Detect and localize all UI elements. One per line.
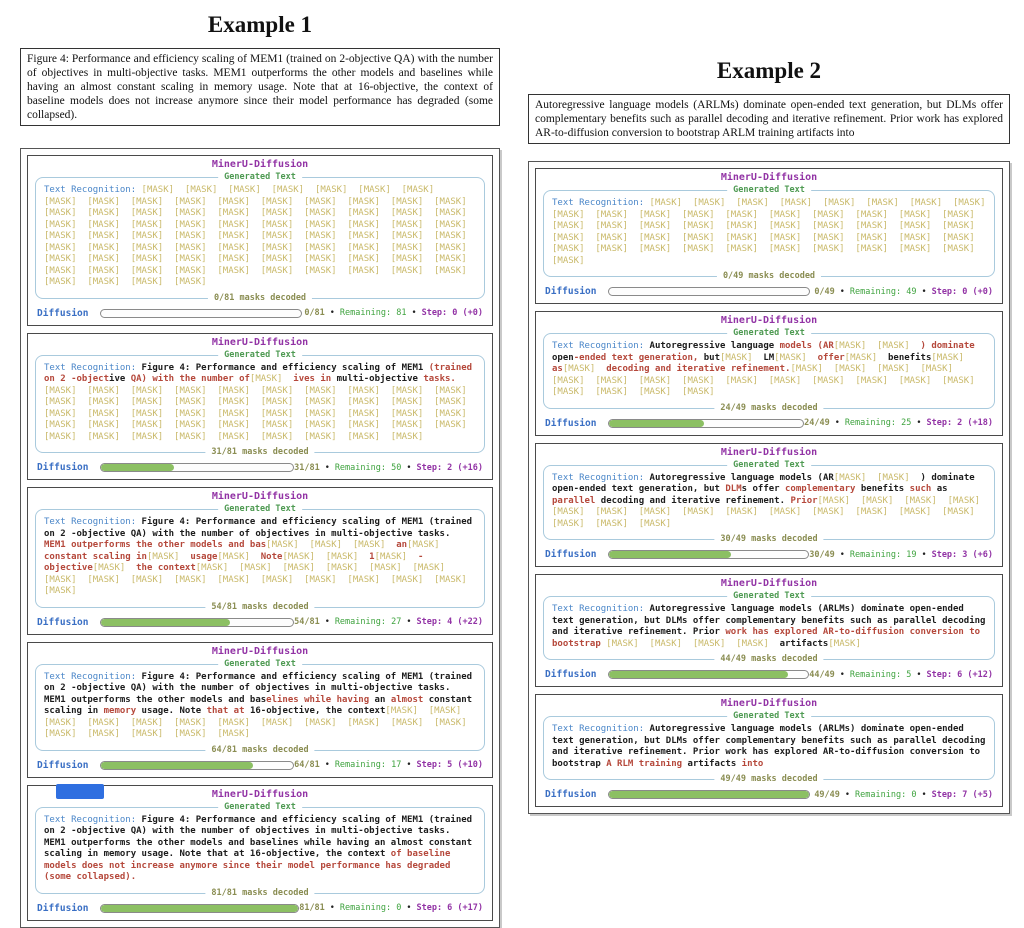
progress-fill: [101, 905, 298, 912]
progress-fill: [101, 464, 174, 471]
diffusion-label: Diffusion: [37, 307, 89, 319]
generated-text-legend: Generated Text: [727, 185, 811, 195]
stat-bullet: •: [406, 903, 412, 914]
stat-step: Step: 2 (+16): [416, 462, 483, 473]
stat-remaining: Remaining: 17: [334, 760, 402, 771]
generated-text-box: [543, 591, 995, 665]
masks-decoded-legend: 0/49 masks decoded: [717, 271, 821, 281]
diffusion-progress-row: [35, 308, 485, 319]
text-segment-black: Figure 4: Performance and efficiency scaling of MEM1: [141, 362, 429, 373]
masks-decoded-legend: 81/81 masks decoded: [205, 888, 314, 898]
stat-step: Step: 6 (+17): [416, 903, 483, 914]
stat-remaining: Remaining: 0: [339, 903, 402, 914]
masks-decoded-legend: 64/81 masks decoded: [205, 745, 314, 755]
masks-decoded-legend: 30/49 masks decoded: [714, 534, 823, 544]
progress-stats: [294, 760, 483, 770]
text-segment-red: into: [741, 758, 764, 769]
mask-tokens: [MASK]: [562, 364, 607, 375]
text-segment-label: Text Recognition:: [552, 472, 650, 483]
stat-step: Step: 2 (+18): [926, 418, 993, 429]
text-segment-black: Autoregressive language: [649, 341, 780, 352]
mask-tokens: [MASK] [MASK] [MASK] [MASK] [MASK] [MASK] [MASK] [MASK] [MASK] [MASK] [MASK] [MASK] [MASK] [MASK] [MASK] [MASK] [MASK]: [552, 495, 991, 529]
text-segment-label: Text Recognition:: [552, 724, 650, 735]
mask-tokens: [MASK]: [217, 551, 261, 562]
progress-fill: [101, 762, 252, 769]
mask-tokens: [MASK] [MASK]: [833, 472, 921, 483]
text-segment-black: artifacts: [779, 638, 829, 649]
progress-bar: [100, 761, 294, 770]
mask-tokens: [MASK]: [828, 638, 872, 649]
diffusion-panel: [535, 311, 1003, 436]
generated-text-body: [552, 198, 997, 267]
text-segment-red: the context: [136, 563, 196, 574]
stat-step: Step: 6 (+12): [926, 669, 993, 680]
stat-step: Step: 4 (+22): [416, 617, 483, 628]
mask-tokens: [MASK]: [774, 352, 818, 363]
text-segment-red: QA) with the number of: [125, 374, 250, 385]
text-segment-black: ive: [109, 374, 126, 385]
diffusion-label: Diffusion: [37, 616, 89, 628]
panel-app-title: MinerU-Diffusion: [211, 645, 309, 657]
text-segment-black: Autoregressive language models (ARLMs) dominate open-ended text generation, but DLMs offer complementary benefits such as parallel decoding and iterative refinement. Prior work has explored AR-to-diffusion conversion to bootstrap: [552, 724, 991, 769]
text-segment-label: Text Recognition:: [44, 671, 142, 682]
text-segment-red: usage: [190, 551, 218, 562]
text-segment-red: ives in: [293, 374, 337, 385]
progress-bar: [608, 287, 810, 296]
text-segment-red: elines while having: [266, 694, 375, 705]
stat-bullet: •: [406, 462, 412, 473]
mask-tokens: [MASK]: [146, 551, 191, 562]
panel-app-title: MinerU-Diffusion: [720, 315, 818, 327]
stat-bullet: •: [406, 617, 412, 628]
stat-remaining: Remaining: 25: [844, 418, 912, 429]
text-segment-red: an: [396, 540, 408, 551]
generated-text-body: [552, 472, 991, 531]
stat-bullet: •: [916, 669, 922, 680]
diffusion-panel: [535, 168, 1003, 304]
mask-tokens: [MASK] [MASK] [MASK] [MASK] [MASK] [MASK] [MASK] [MASK] [MASK] [MASK] [MASK] [MASK] [MASK] [MASK] [MASK] [MASK] [MASK] [MASK] [MASK] [MASK] [MASK] [MASK] [MASK] [MASK] [MASK] [MASK] [MASK] [MASK] [MASK] [MASK] [MASK] [MASK] [MASK] [MASK] [MASK] [MASK] [MASK] [MASK] [MASK] [MASK] [MASK] [MASK] [MASK] [MASK] [MASK] [MASK] [MASK] [MASK] [MASK]: [552, 198, 997, 266]
text-segment-red: parallel: [552, 495, 601, 506]
generated-text-body: [44, 672, 476, 741]
progress-stats: [809, 670, 993, 680]
diffusion-label: Diffusion: [545, 789, 597, 801]
diffusion-progress-row: [35, 617, 485, 628]
progress-bar: [608, 790, 810, 799]
mask-tokens: [MASK] [MASK] [MASK] [MASK] [MASK] [MASK] [MASK] [MASK] [MASK] [MASK] [MASK] [MASK] [MASK] [MASK] [MASK] [MASK] [MASK] [MASK] [MASK] [MASK] [MASK] [MASK] [MASK] [MASK] [MASK] [MASK] [MASK] [MASK] [MASK] [MASK] [MASK] [MASK] [MASK] [MASK] [MASK] [MASK] [MASK] [MASK] [MASK] [MASK] [MASK] [MASK] [MASK] [MASK] [MASK] [MASK] [MASK] [MASK] [MASK] [MASK] [MASK] [MASK] [MASK] [MASK] [MASK] [MASK] [MASK] [MASK] [MASK] [MASK] [MASK] [MASK] [MASK] [MASK] [MASK] [MASK] [MASK] [MASK] [MASK] [MASK] [MASK] [MASK] [MASK] [MASK] [MASK] [MASK] [MASK] [MASK] [MASK] [MASK] [MASK]: [44, 185, 478, 288]
progress-fill: [609, 551, 730, 558]
generated-text-body: [552, 724, 991, 770]
text-segment-label: Text Recognition:: [44, 814, 142, 825]
stat-bullet: •: [839, 669, 845, 680]
progress-fill: [101, 619, 229, 626]
progress-fill: [609, 671, 788, 678]
masks-decoded-legend: 31/81 masks decoded: [205, 447, 314, 457]
text-segment-red: 1: [369, 551, 375, 562]
text-segment-red: memory: [103, 706, 142, 717]
diffusion-label: Diffusion: [37, 462, 89, 474]
stat-remaining: Remaining: 81: [339, 308, 407, 319]
text-segment-black: Figure 4: Performance and efficiency scaling of MEM1 (trained on 2 -objective QA) with the number of objectives in multi-objective tasks. MEM1 outperforms the other models and baselines while having an almost constant scaling in memory usage. Note that at 16-objective, the context: [44, 814, 478, 860]
text-segment-red: as: [552, 364, 563, 375]
stat-bullet: •: [916, 418, 922, 429]
stat-count: 0/81: [304, 308, 325, 319]
stat-step: Step: 3 (+6): [931, 549, 993, 560]
mask-tokens: [MASK] [MASK] [MASK] [MASK] [MASK] [MASK] [MASK] [MASK] [MASK] [MASK] [MASK] [MASK] [MASK] [MASK] [MASK] [MASK] [MASK] [MASK] [MASK] [MASK] [MASK] [MASK] [MASK] [MASK] [MASK] [MASK] [MASK] [MASK] [MASK] [MASK] [MASK] [MASK] [MASK] [MASK] [MASK] [MASK] [MASK] [MASK] [MASK] [MASK] [MASK] [MASK] [MASK] [MASK] [MASK] [MASK] [MASK] [MASK] [MASK]: [44, 385, 478, 442]
generated-text-body: [552, 604, 991, 650]
progress-bar: [100, 904, 299, 913]
generated-text-body: [44, 185, 476, 289]
diffusion-panel: [535, 694, 1003, 807]
text-segment-red: DLM: [725, 484, 742, 495]
stat-bullet: •: [834, 418, 840, 429]
diffusion-panel: [27, 487, 493, 635]
stat-remaining: Remaining: 0: [855, 789, 917, 800]
diffusion-label: Diffusion: [545, 417, 597, 429]
example-2-title: Example 2: [716, 58, 822, 83]
stat-remaining: Remaining: 5: [849, 669, 912, 680]
stat-count: 44/49: [809, 669, 835, 680]
progress-stats: [814, 790, 993, 800]
text-segment-label: Text Recognition:: [552, 341, 650, 352]
text-segment-label: Text Recognition:: [552, 198, 650, 209]
text-segment-red: complementary: [785, 484, 861, 495]
text-segment-red: Note: [260, 551, 283, 562]
text-segment-black: decoding and iterative refinement.: [600, 495, 791, 506]
diffusion-progress-row: [35, 760, 485, 771]
progress-bar: [100, 463, 294, 472]
text-segment-black: an: [374, 694, 391, 705]
diffusion-label: Diffusion: [545, 549, 597, 561]
progress-bar: [608, 419, 804, 428]
masks-decoded-legend: 24/49 masks decoded: [714, 403, 823, 413]
stat-bullet: •: [921, 286, 927, 297]
progress-stats: [299, 903, 483, 913]
progress-stats: [814, 287, 993, 297]
stat-bullet: •: [839, 549, 845, 560]
generated-text-legend: Generated Text: [218, 659, 302, 669]
generated-text-legend: Generated Text: [218, 172, 302, 182]
masks-decoded-legend: 54/81 masks decoded: [205, 602, 314, 612]
text-segment-red: A RLM training: [606, 758, 688, 769]
text-segment-red: -ended text generation,: [573, 352, 704, 363]
generated-text-box: [35, 801, 485, 898]
panel-app-title: MinerU-Diffusion: [211, 336, 309, 348]
mask-tokens: [MASK]: [844, 352, 889, 363]
panel-app-title: MinerU-Diffusion: [720, 446, 818, 458]
text-segment-red: tasks.: [423, 374, 456, 385]
generated-text-box: [35, 504, 485, 612]
diffusion-panel: [27, 333, 493, 481]
text-segment-red: of baseline models does not increase anymore since their model performance has degraded (some collapsed).: [44, 849, 456, 883]
generated-text-legend: Generated Text: [218, 350, 302, 360]
text-segment-label: Text Recognition:: [44, 362, 142, 373]
progress-bar: [100, 618, 294, 627]
text-segment-black: Autoregressive language models (AR: [649, 472, 834, 483]
text-segment-red: decoding and iterative refinement.: [606, 364, 791, 375]
progress-bar: [608, 550, 809, 559]
mask-tokens: [MASK]: [720, 352, 764, 363]
mask-tokens: [MASK]: [931, 352, 975, 363]
generated-text-box: [35, 172, 485, 303]
text-segment-black: benefits: [860, 484, 910, 495]
stat-bullet: •: [411, 308, 417, 319]
stat-step: Step: 7 (+5): [931, 789, 993, 800]
masks-decoded-legend: 0/81 masks decoded: [208, 293, 312, 303]
text-segment-red: -objective: [44, 551, 424, 574]
generated-text-legend: Generated Text: [727, 711, 811, 721]
text-segment-red: that at: [206, 706, 250, 717]
panel-app-title: MinerU-Diffusion: [211, 788, 309, 800]
masks-decoded-legend: 44/49 masks decoded: [714, 654, 823, 664]
stat-count: 81/81: [299, 903, 325, 914]
mask-tokens: [MASK]: [374, 551, 418, 562]
mask-tokens: [MASK] [MASK]: [282, 551, 370, 562]
masks-decoded-legend: 49/49 masks decoded: [714, 774, 823, 784]
panel-app-title: MinerU-Diffusion: [211, 491, 309, 503]
example-2-panels-container: [528, 161, 1010, 814]
text-segment-black: LM: [763, 352, 775, 363]
mask-tokens: [MASK] [MASK]: [833, 341, 921, 352]
text-segment-black: Figure 4: Performance and efficiency scaling of MEM1 (trained on 2 -objective QA) with the number of objectives in multi-objective tasks. MEM1 outperforms the other models and bas: [44, 671, 478, 705]
diffusion-label: Diffusion: [37, 902, 89, 914]
diffusion-label: Diffusion: [545, 669, 597, 681]
text-segment-black: s offer: [741, 484, 786, 495]
panel-app-title: MinerU-Diffusion: [720, 172, 818, 184]
panel-app-title: MinerU-Diffusion: [211, 159, 309, 171]
text-segment-black: multi-objective: [336, 374, 424, 385]
text-segment-black: 16-objective, the context: [249, 706, 386, 717]
mask-tokens: [MASK] [MASK] [MASK] [MASK] [MASK] [MASK] [MASK] [MASK] [MASK] [MASK] [MASK] [MASK] [MASK] [MASK] [MASK] [MASK] [MASK] [MASK]: [552, 364, 986, 398]
stat-step: Step: 0 (+0): [931, 286, 993, 297]
text-segment-red: ) dominate: [920, 341, 981, 352]
text-segment-red: almost: [390, 694, 429, 705]
generated-text-legend: Generated Text: [727, 460, 811, 470]
diffusion-label: Diffusion: [545, 286, 597, 298]
stat-count: 31/81: [294, 462, 320, 473]
progress-stats: [804, 418, 993, 428]
stat-count: 49/49: [814, 789, 840, 800]
stat-bullet: •: [844, 789, 851, 800]
stat-remaining: Remaining: 50: [334, 462, 402, 473]
generated-text-legend: Generated Text: [218, 504, 302, 514]
stat-bullet: •: [329, 308, 335, 319]
text-segment-red: (trained on 2 -object: [44, 362, 478, 385]
panel-app-title: MinerU-Diffusion: [720, 578, 818, 590]
diffusion-progress-row: [543, 669, 995, 680]
text-segment-black: as: [936, 484, 954, 495]
text-segment-label: Text Recognition:: [44, 185, 142, 196]
diffusion-panel: [535, 574, 1003, 687]
mask-tokens: [MASK]: [92, 563, 137, 574]
example-2-column: [528, 58, 1010, 814]
stat-remaining: Remaining: 19: [849, 549, 917, 560]
stat-bullet: •: [921, 549, 927, 560]
panel-app-title: MinerU-Diffusion: [720, 698, 818, 710]
text-segment-black: but: [703, 352, 720, 363]
generated-text-legend: Generated Text: [727, 328, 811, 338]
progress-stats: [294, 463, 483, 473]
mask-tokens: [MASK]: [249, 374, 294, 385]
progress-stats: [304, 308, 483, 318]
stat-count: 0/49: [814, 286, 835, 297]
text-segment-red: MEM1 outperforms the other models and bas: [44, 540, 267, 551]
example-2-description-box: Autoregressive language models (ARLMs) dominate open-ended text generation, but DLMs offer complementary benefits such as parallel decoding and iterative refinement. Prior work has explored AR-to-diffusion conversion to bootstrap ARLM training artifacts into: [528, 94, 1010, 144]
stat-remaining: Remaining: 27: [334, 617, 402, 628]
diffusion-panel: [27, 155, 493, 326]
generated-text-box: [35, 658, 485, 755]
example-1-description-box: Figure 4: Performance and efficiency scaling of MEM1 (trained on 2-objective QA) with the number of objectives in multi-objective tasks. MEM1 outperforms the other models and baselines while having an almost constant scaling in memory usage. Note that at 16-objective, the context of baseline models does not increase anymore since their model performance has degraded (some collapsed).: [20, 48, 500, 126]
stat-bullet: •: [406, 760, 412, 771]
text-segment-red: constant scaling in: [44, 551, 147, 562]
mask-tokens: [MASK] [MASK] [MASK] [MASK] [MASK] [MASK] [MASK] [MASK] [MASK] [MASK] [MASK] [MASK] [MASK] [MASK] [MASK] [MASK] [MASK]: [44, 706, 478, 740]
generated-text-box: [543, 459, 995, 545]
mask-tokens: [MASK] [MASK] [MASK]: [266, 540, 397, 551]
mask-tokens: [MASK] [MASK] [MASK] [MASK] [MASK] [MASK] [MASK] [MASK] [MASK] [MASK] [MASK] [MASK] [MASK] [MASK] [MASK] [MASK] [MASK]: [44, 563, 478, 597]
text-segment-label: Text Recognition:: [552, 604, 650, 615]
example-1-panels-container: [20, 148, 500, 928]
progress-bar: [100, 309, 302, 318]
mask-tokens: [MASK] [MASK] [MASK] [MASK]: [606, 638, 780, 649]
generated-text-body: [44, 517, 476, 598]
stat-step: Step: 0 (+0): [421, 308, 483, 319]
diffusion-progress-row: [543, 418, 995, 429]
stat-bullet: •: [324, 760, 330, 771]
stat-count: 64/81: [294, 760, 320, 771]
generated-text-body: [44, 815, 476, 884]
text-segment-label: Text Recognition:: [44, 517, 142, 528]
stat-bullet: •: [324, 617, 330, 628]
progress-stats: [294, 617, 483, 627]
stat-remaining: Remaining: 49: [849, 286, 917, 297]
generated-text-box: [543, 711, 995, 785]
generated-text-legend: Generated Text: [218, 802, 302, 812]
text-segment-red: such: [909, 484, 937, 495]
text-segment-black: ) dominate open-ended text generation, but: [552, 472, 981, 495]
text-segment-black: usage. Note: [141, 706, 207, 717]
text-segment-red: Prior: [790, 495, 818, 506]
text-segment-black: open: [552, 352, 574, 363]
generated-text-body: [44, 363, 476, 444]
generated-text-box: [543, 185, 997, 282]
text-segment-red: offer: [817, 352, 845, 363]
progress-bar: [608, 670, 809, 679]
diffusion-progress-row: [543, 286, 995, 297]
example-1-title: Example 1: [207, 12, 313, 37]
diffusion-progress-row: [543, 789, 995, 800]
generated-text-box: [35, 349, 485, 458]
diffusion-progress-row: [35, 903, 485, 914]
diffusion-panel: [535, 443, 1003, 568]
progress-stats: [809, 550, 993, 560]
stat-count: 30/49: [809, 549, 835, 560]
text-segment-red: work has explored AR-to-diffusion conversion to bootstrap: [552, 627, 986, 649]
bottom-blue-rectangle: [56, 784, 104, 799]
stat-bullet: •: [921, 789, 927, 800]
diffusion-panel: [27, 642, 493, 778]
diffusion-progress-row: [543, 549, 995, 560]
generated-text-body: [552, 341, 986, 399]
text-segment-black: artifacts: [687, 758, 742, 769]
stat-count: 24/49: [804, 418, 830, 429]
stat-bullet: •: [329, 903, 335, 914]
stat-count: 54/81: [294, 617, 320, 628]
diffusion-label: Diffusion: [37, 759, 89, 771]
progress-fill: [609, 791, 809, 798]
generated-text-box: [543, 328, 995, 413]
text-segment-black: constant scaling in: [44, 694, 478, 717]
text-segment-black: Figure 4: Performance and efficiency scaling of MEM1 (trained on 2 -objective QA) with the number of objectives in multi-objective tasks.: [44, 517, 478, 539]
generated-text-legend: Generated Text: [727, 591, 811, 601]
stat-bullet: •: [324, 462, 330, 473]
mask-tokens: [MASK]: [407, 540, 451, 551]
diffusion-panel: [27, 785, 493, 921]
text-segment-red: models (AR: [779, 341, 834, 352]
diffusion-progress-row: [35, 462, 485, 473]
stat-bullet: •: [839, 286, 845, 297]
progress-fill: [609, 420, 704, 427]
text-segment-black: benefits: [888, 352, 932, 363]
stat-step: Step: 5 (+10): [416, 760, 483, 771]
text-segment-black: Autoregressive language models (ARLMs) dominate open-ended text generation, but DLMs offer complementary benefits such as parallel decoding and iterative refinement. Prior: [552, 604, 991, 638]
